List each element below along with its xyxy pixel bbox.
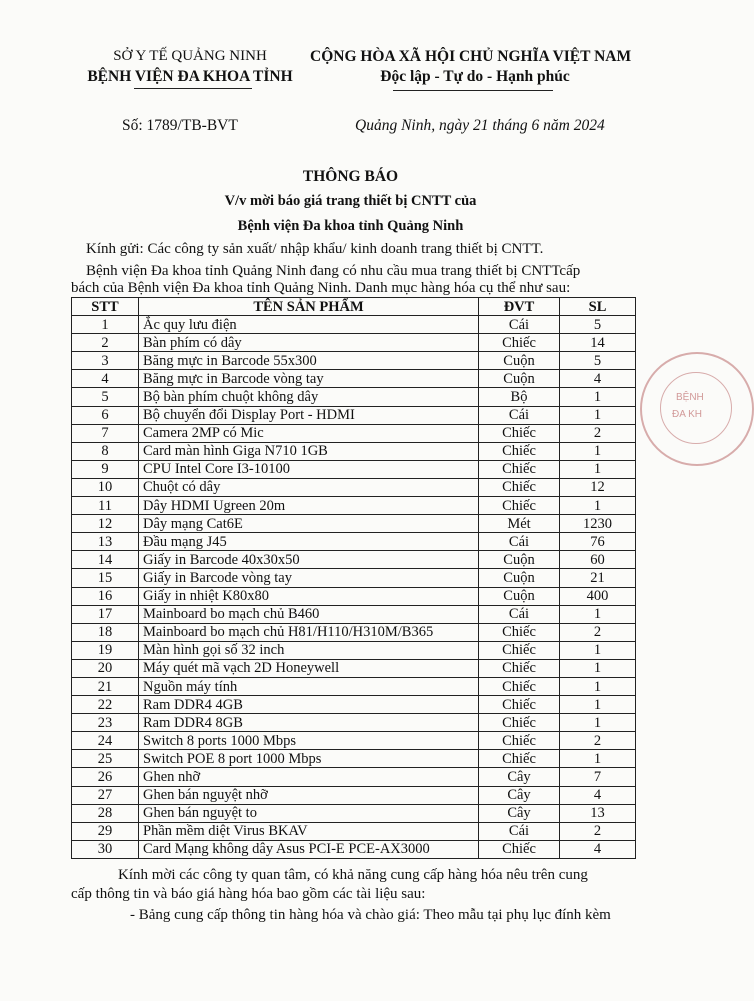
closing-line1: Kính mời các công ty quan tâm, có khả năng cung cấp hàng hóa nêu trên cung: [118, 867, 588, 883]
cell-product-name: Bàn phím có dây: [139, 334, 479, 352]
cell-quantity: 1: [560, 497, 636, 515]
table-row: [72, 696, 636, 714]
cell-stt: 15: [72, 569, 139, 587]
header-left-underline: [134, 88, 252, 89]
cell-quantity: 1: [560, 750, 636, 768]
cell-stt: 19: [72, 641, 139, 659]
table-row: [72, 623, 636, 641]
table-row: [72, 478, 636, 496]
cell-quantity: 60: [560, 551, 636, 569]
cell-stt: 21: [72, 677, 139, 695]
stamp-text-2: ĐA KH: [672, 409, 703, 420]
cell-stt: 6: [72, 406, 139, 424]
cell-product-name: Nguồn máy tính: [139, 677, 479, 695]
cell-unit: Cái: [479, 822, 560, 840]
cell-unit: Mét: [479, 515, 560, 533]
cell-stt: 30: [72, 840, 139, 858]
cell-unit: Cây: [479, 804, 560, 822]
column-header-quantity: SL: [560, 298, 636, 316]
cell-stt: 12: [72, 515, 139, 533]
cell-product-name: Ram DDR4 4GB: [139, 696, 479, 714]
table-row: [72, 316, 636, 334]
cell-unit: Bộ: [479, 388, 560, 406]
recipient-line: Kính gửi: Các công ty sản xuất/ nhập khẩu/ kinh doanh trang thiết bị CNTT.: [86, 241, 544, 257]
table-row: [72, 388, 636, 406]
table-row: [72, 406, 636, 424]
cell-quantity: 1: [560, 388, 636, 406]
hospital-name: BỆNH VIỆN ĐA KHOA TỈNH: [87, 68, 293, 85]
cell-quantity: 5: [560, 316, 636, 334]
table-row: [72, 714, 636, 732]
table-row: [72, 460, 636, 478]
cell-unit: Cuộn: [479, 370, 560, 388]
cell-unit: Chiếc: [479, 424, 560, 442]
cell-product-name: Dây mạng Cat6E: [139, 515, 479, 533]
table-row: [72, 641, 636, 659]
table-row: [72, 424, 636, 442]
cell-stt: 23: [72, 714, 139, 732]
table-row: [72, 768, 636, 786]
table-row: [72, 370, 636, 388]
cell-product-name: Dây HDMI Ugreen 20m: [139, 497, 479, 515]
cell-quantity: 5: [560, 352, 636, 370]
closing-line2: cấp thông tin và báo giá hàng hóa bao gồm các tài liệu sau:: [71, 886, 426, 902]
cell-product-name: Switch 8 ports 1000 Mbps: [139, 732, 479, 750]
cell-product-name: Băng mực in Barcode 55x300: [139, 352, 479, 370]
table-row: [72, 750, 636, 768]
cell-stt: 20: [72, 659, 139, 677]
cell-stt: 25: [72, 750, 139, 768]
table-row: [72, 515, 636, 533]
stamp-inner-ring: [660, 372, 732, 444]
cell-quantity: 2: [560, 424, 636, 442]
cell-unit: Chiếc: [479, 750, 560, 768]
table-row: [72, 840, 636, 858]
cell-quantity: 1: [560, 714, 636, 732]
cell-product-name: CPU Intel Core I3-10100: [139, 460, 479, 478]
cell-quantity: 7: [560, 768, 636, 786]
cell-unit: Chiếc: [479, 696, 560, 714]
cell-stt: 14: [72, 551, 139, 569]
cell-unit: Chiếc: [479, 840, 560, 858]
cell-quantity: 76: [560, 533, 636, 551]
cell-stt: 22: [72, 696, 139, 714]
national-title: CỘNG HÒA XÃ HỘI CHỦ NGHĨA VIỆT NAM: [310, 48, 632, 65]
cell-product-name: Giấy in nhiệt K80x80: [139, 587, 479, 605]
document-subject-line1: V/v mời báo giá trang thiết bị CNTT của: [224, 193, 477, 209]
cell-unit: Cuộn: [479, 551, 560, 569]
closing-bullet1: - Bảng cung cấp thông tin hàng hóa và chào giá: Theo mẫu tại phụ lục đính kèm: [130, 907, 611, 923]
cell-stt: 16: [72, 587, 139, 605]
cell-stt: 10: [72, 478, 139, 496]
cell-unit: Cuộn: [479, 587, 560, 605]
cell-unit: Cái: [479, 605, 560, 623]
cell-stt: 29: [72, 822, 139, 840]
product-table: [71, 297, 636, 859]
cell-unit: Chiếc: [479, 497, 560, 515]
cell-quantity: 400: [560, 587, 636, 605]
table-row: [72, 551, 636, 569]
intro-paragraph-line1: Bệnh viện Đa khoa tỉnh Quảng Ninh đang có nhu cầu mua trang thiết bị CNTTcấp: [86, 263, 581, 279]
table-row: [72, 659, 636, 677]
table-row: [72, 804, 636, 822]
cell-stt: 28: [72, 804, 139, 822]
table-row: [72, 822, 636, 840]
cell-quantity: 12: [560, 478, 636, 496]
cell-quantity: 4: [560, 370, 636, 388]
cell-unit: Cuộn: [479, 352, 560, 370]
table-row: [72, 677, 636, 695]
cell-quantity: 1: [560, 641, 636, 659]
cell-stt: 2: [72, 334, 139, 352]
cell-product-name: Bộ chuyển đổi Display Port - HDMI: [139, 406, 479, 424]
cell-quantity: 4: [560, 786, 636, 804]
cell-product-name: Ram DDR4 8GB: [139, 714, 479, 732]
cell-stt: 1: [72, 316, 139, 334]
cell-product-name: Màn hình gọi số 32 inch: [139, 641, 479, 659]
cell-product-name: Giấy in Barcode vòng tay: [139, 569, 479, 587]
cell-product-name: Băng mực in Barcode vòng tay: [139, 370, 479, 388]
table-row: [72, 732, 636, 750]
cell-unit: Chiếc: [479, 641, 560, 659]
cell-quantity: 2: [560, 623, 636, 641]
cell-quantity: 1: [560, 406, 636, 424]
cell-unit: Cái: [479, 316, 560, 334]
cell-product-name: Ghen bán nguyệt to: [139, 804, 479, 822]
cell-unit: Chiếc: [479, 460, 560, 478]
table-row: [72, 786, 636, 804]
cell-product-name: Bộ bàn phím chuột không dây: [139, 388, 479, 406]
table-row: [72, 605, 636, 623]
column-header-product: TÊN SẢN PHẨM: [139, 298, 479, 316]
cell-product-name: Đầu mạng J45: [139, 533, 479, 551]
cell-unit: Cuộn: [479, 569, 560, 587]
cell-unit: Chiếc: [479, 623, 560, 641]
cell-product-name: Giấy in Barcode 40x30x50: [139, 551, 479, 569]
cell-product-name: Ghen nhỡ: [139, 768, 479, 786]
document-subject-line2: Bệnh viện Đa khoa tỉnh Quảng Ninh: [237, 218, 464, 234]
cell-quantity: 1: [560, 696, 636, 714]
document-title: THÔNG BÁO: [302, 168, 399, 185]
cell-product-name: Card màn hình Giga N710 1GB: [139, 442, 479, 460]
cell-stt: 17: [72, 605, 139, 623]
cell-quantity: 14: [560, 334, 636, 352]
table-row: [72, 352, 636, 370]
cell-stt: 26: [72, 768, 139, 786]
cell-quantity: 13: [560, 804, 636, 822]
cell-unit: Chiếc: [479, 478, 560, 496]
cell-quantity: 1: [560, 605, 636, 623]
cell-unit: Chiếc: [479, 659, 560, 677]
cell-unit: Cái: [479, 406, 560, 424]
cell-stt: 11: [72, 497, 139, 515]
stamp-text-1: BỆNH: [676, 392, 704, 403]
national-motto: Độc lập - Tự do - Hạnh phúc: [380, 68, 570, 85]
cell-stt: 3: [72, 352, 139, 370]
cell-product-name: Camera 2MP có Mic: [139, 424, 479, 442]
cell-stt: 27: [72, 786, 139, 804]
cell-quantity: 1230: [560, 515, 636, 533]
cell-stt: 24: [72, 732, 139, 750]
cell-product-name: Chuột có dây: [139, 478, 479, 496]
cell-unit: Chiếc: [479, 732, 560, 750]
cell-stt: 18: [72, 623, 139, 641]
cell-unit: Cây: [479, 768, 560, 786]
cell-product-name: Card Mạng không dây Asus PCI-E PCE-AX3000: [139, 840, 479, 858]
cell-product-name: Ắc quy lưu điện: [139, 316, 479, 334]
cell-quantity: 2: [560, 822, 636, 840]
table-row: [72, 442, 636, 460]
cell-unit: Chiếc: [479, 677, 560, 695]
cell-quantity: 1: [560, 677, 636, 695]
table-row: [72, 533, 636, 551]
column-header-unit: ĐVT: [479, 298, 560, 316]
cell-product-name: Máy quét mã vạch 2D Honeywell: [139, 659, 479, 677]
cell-quantity: 1: [560, 659, 636, 677]
cell-quantity: 21: [560, 569, 636, 587]
cell-product-name: Phần mềm diệt Virus BKAV: [139, 822, 479, 840]
cell-quantity: 2: [560, 732, 636, 750]
cell-quantity: 1: [560, 460, 636, 478]
cell-unit: Chiếc: [479, 714, 560, 732]
cell-unit: Chiếc: [479, 334, 560, 352]
official-stamp: [640, 352, 754, 466]
intro-paragraph-line2: bách của Bệnh viện Đa khoa tỉnh Quảng Ninh. Danh mục hàng hóa cụ thể như sau:: [71, 280, 571, 296]
cell-product-name: Ghen bán nguyệt nhỡ: [139, 786, 479, 804]
cell-stt: 7: [72, 424, 139, 442]
cell-stt: 13: [72, 533, 139, 551]
cell-product-name: Mainboard bo mạch chủ B460: [139, 605, 479, 623]
cell-unit: Cây: [479, 786, 560, 804]
cell-unit: Chiếc: [479, 442, 560, 460]
cell-product-name: Mainboard bo mạch chủ H81/H110/H310M/B365: [139, 623, 479, 641]
table-row: [72, 587, 636, 605]
cell-quantity: 1: [560, 442, 636, 460]
cell-stt: 5: [72, 388, 139, 406]
cell-stt: 4: [72, 370, 139, 388]
document-number: Số: 1789/TB-BVT: [122, 117, 238, 134]
document-date: Quảng Ninh, ngày 21 tháng 6 năm 2024: [355, 117, 605, 134]
ministry-name: SỞ Y TẾ QUẢNG NINH: [113, 48, 267, 64]
table-row: [72, 334, 636, 352]
header-right-underline: [393, 90, 553, 91]
cell-stt: 9: [72, 460, 139, 478]
cell-unit: Cái: [479, 533, 560, 551]
table-row: [72, 569, 636, 587]
cell-quantity: 4: [560, 840, 636, 858]
cell-stt: 8: [72, 442, 139, 460]
cell-product-name: Switch POE 8 port 1000 Mbps: [139, 750, 479, 768]
table-row: [72, 497, 636, 515]
column-header-stt: STT: [72, 298, 139, 316]
table-header-row: [72, 298, 636, 316]
